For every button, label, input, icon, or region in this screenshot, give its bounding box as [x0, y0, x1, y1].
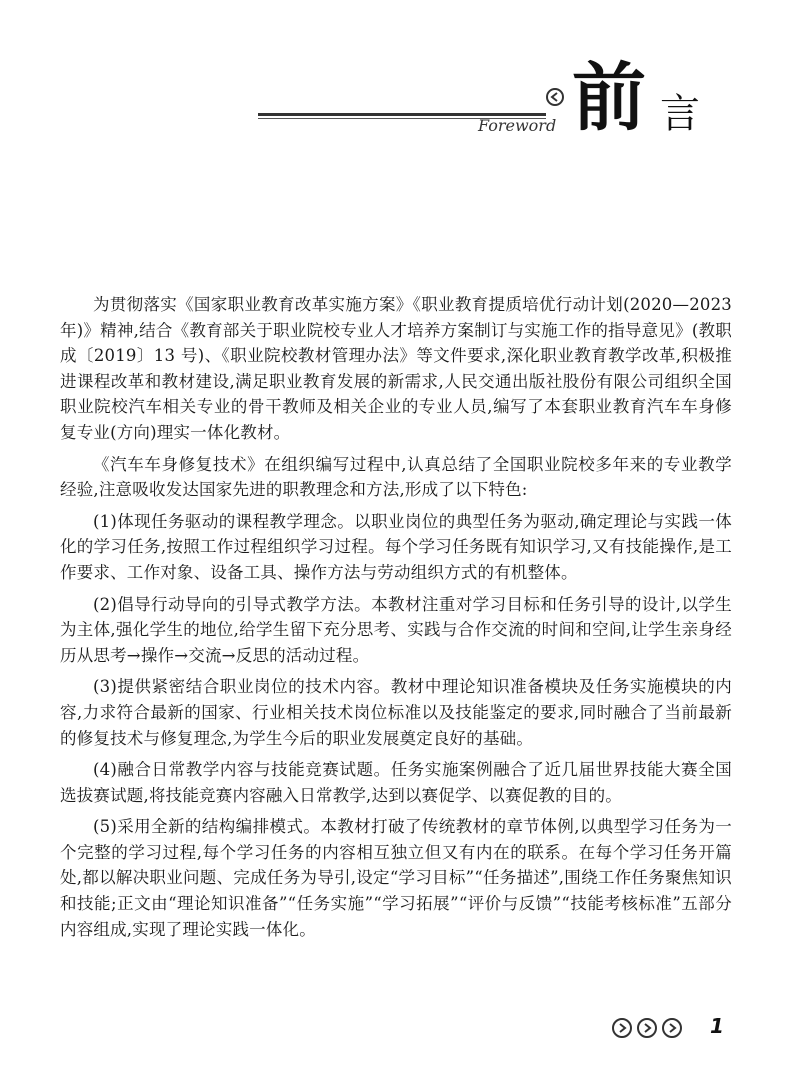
paragraph: (2)倡导行动导向的引导式教学方法。本教材注重对学习目标和任务引导的设计,以学生为主体,强化学生的地位,给学生留下充分思考、实践与合作交流的时间和空间,让学生亲身经历从思考→操作→交流→反思的活动过程。 [60, 594, 732, 665]
page-title-second: 言 [660, 91, 700, 137]
page-number: 1 [710, 1014, 724, 1038]
page-header [0, 0, 790, 160]
chevron-right-circle-icon [612, 1018, 632, 1038]
paragraph: (3)提供紧密结合职业岗位的技术内容。教材中理论知识准备模块及任务实施模块的内容,力求符合最新的国家、行业相关技术岗位标准以及技能鉴定的要求,同时融合了当前最新的修复技术与修复理念,为学生今后的职业发展奠定良好的基础。 [60, 677, 732, 748]
chevron-right-circle-icon [637, 1018, 657, 1038]
paragraph: 《汽车车身修复技术》在组织编写过程中,认真总结了全国职业院校多年来的专业教学经验,注意吸收发达国家先进的职教理念和方法,形成了以下特色: [60, 454, 732, 500]
foreword-subtitle: Foreword [478, 116, 557, 135]
paragraph: (4)融合日常教学内容与技能竞赛试题。任务实施案例融合了近几届世界技能大赛全国选拔赛试题,将技能竞赛内容融入日常教学,达到以赛促学、以赛促教的目的。 [60, 760, 732, 805]
page-footer [612, 1016, 732, 1042]
paragraph: (1)体现任务驱动的课程教学理念。以职业岗位的典型任务为驱动,确定理论与实践一体化的学习任务,按照工作过程组织学习过程。每个学习任务既有知识学习,又有技能操作,是工作要求、工作对象、设备工具、操作方法与劳动组织方式的有机整体。 [60, 511, 732, 582]
paragraph: 为贯彻落实《国家职业教育改革实施方案》《职业教育提质培优行动计划(2020—2023年)》精神,结合《教育部关于职业院校专业人才培养方案制订与实施工作的指导意见》(教职成〔2019〕13 号)、《职业院校教材管理办法》等文件要求,深化职业教育教学改革,积极推进课程改革和教材建设,满足职业教育发展的新需求,人民交通出版社股份有限公司组织全国职业院校汽车相关专业的骨干教师及相关企业的专业人员,编写了本套职业教育汽车车身修复专业(方向)理实一体化教材。 [60, 295, 732, 442]
paragraph: (5)采用全新的结构编排模式。本教材打破了传统教材的章节体例,以典型学习任务为一个完整的学习过程,每个学习任务的内容相互独立但又有内在的联系。在每个学习任务开篇处,都以解决职业问题、完成任务为导引,设定“学习目标”“任务描述”,围绕工作任务聚焦知识和技能;正文由“理论知识准备”“任务实施”“学习拓展”“评价与反馈”“技能考核标准”五部分内容组成,实现了理论实践一体化。 [60, 817, 732, 939]
chevron-right-circle-icon [662, 1018, 682, 1038]
page-title: 前 [572, 55, 646, 141]
preface-body [60, 292, 732, 948]
chevron-left-circle-icon [546, 88, 564, 106]
